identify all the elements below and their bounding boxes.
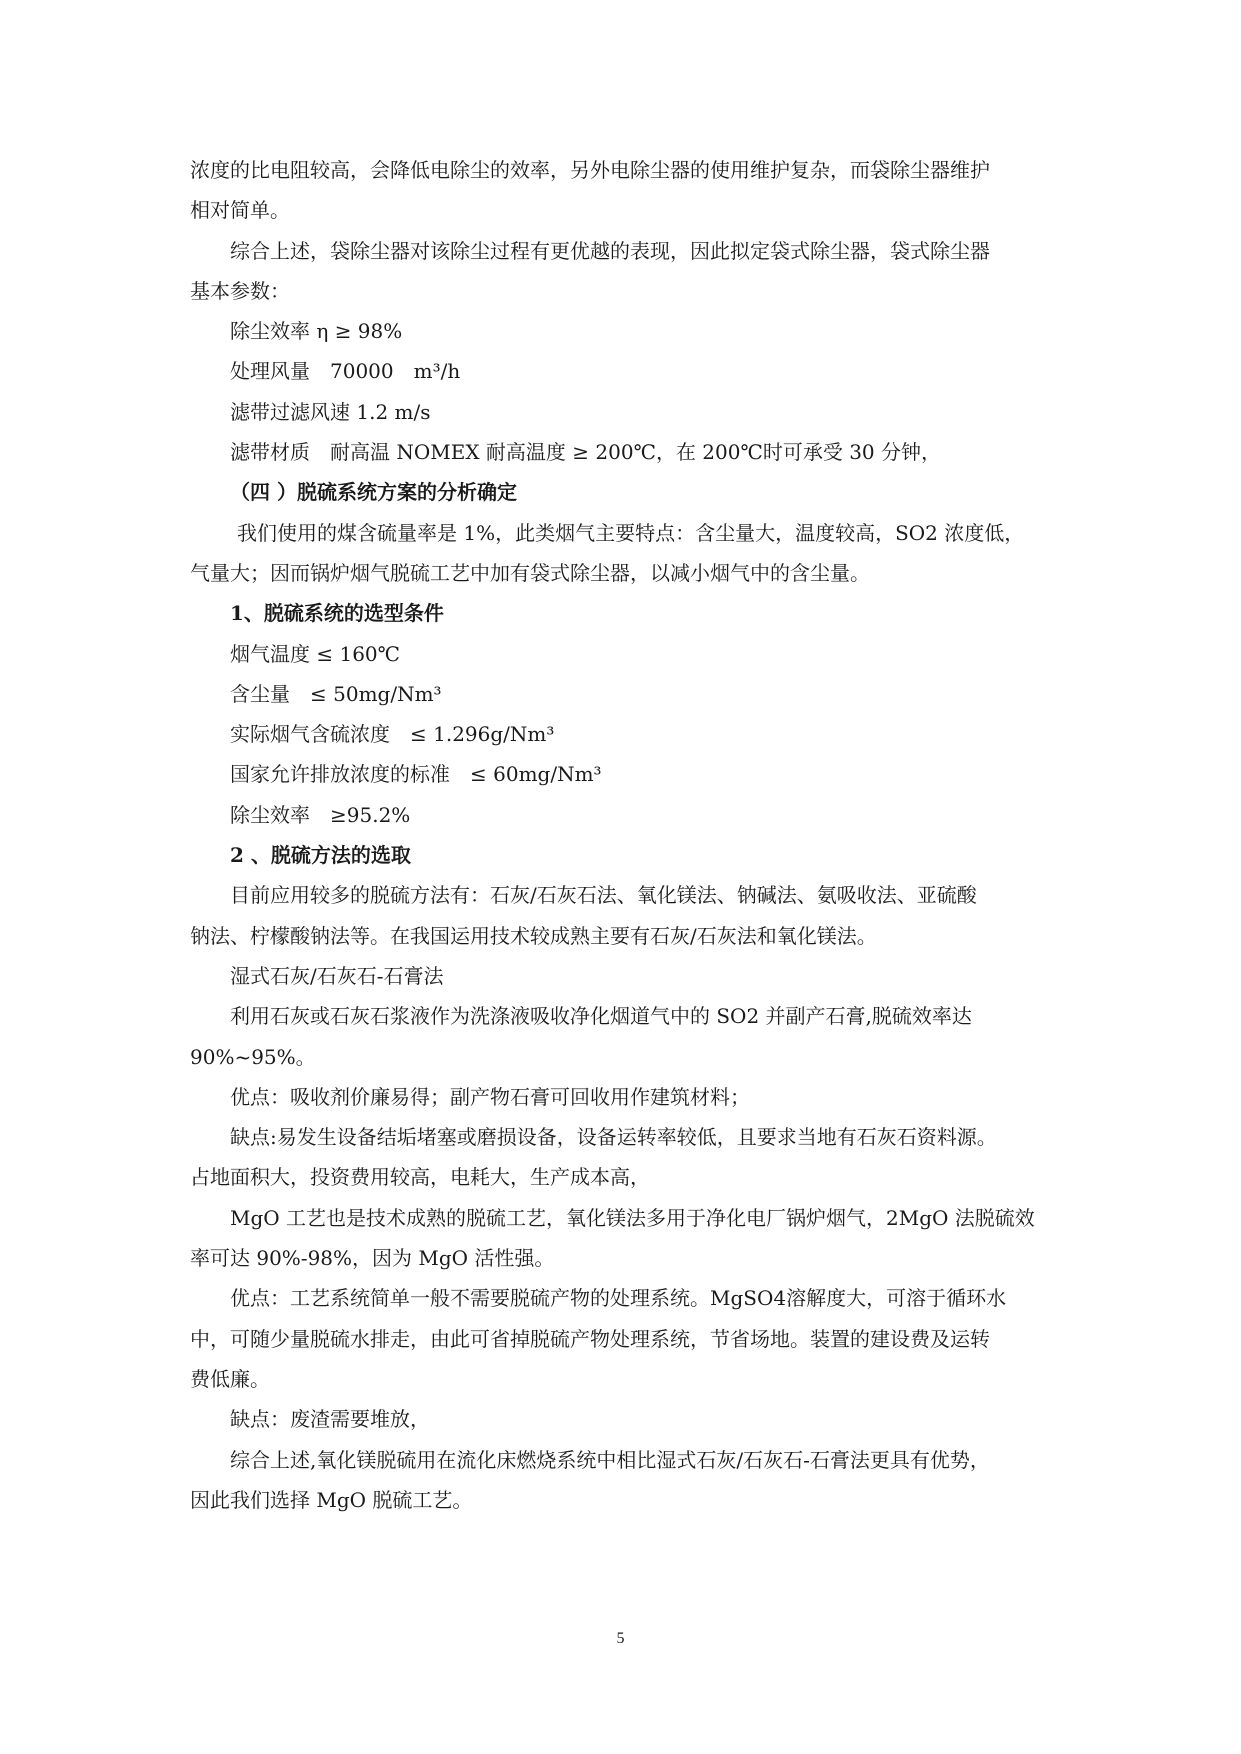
subsection-heading: 2 、脱硫方法的选取: [230, 843, 411, 868]
paragraph-line: 占地面积大，投资费用较高，电耗大，生产成本高，: [190, 1165, 650, 1190]
parameter-line: 实际烟气含硫浓度 ≤ 1.296g/Nm³: [230, 722, 555, 747]
paragraph-line: 综合上述,氧化镁脱硫用在流化床燃烧系统中相比湿式石灰/石灰石-石膏法更具有优势，: [230, 1447, 990, 1472]
parameter-line: 滤带材质 耐高温 NOMEX 耐高温度 ≥ 200℃，在 200℃时可承受 30 分钟，: [230, 440, 942, 465]
paragraph-line: 钠法、柠檬酸钠法等。在我国运用技术较成熟主要有石灰/石灰法和氧化镁法。: [190, 923, 877, 948]
paragraph-line: 优点：吸收剂价廉易得；副产物石膏可回收用作建筑材料；: [230, 1084, 750, 1109]
paragraph-line: 率可达 90%-98%，因为 MgO 活性强。: [190, 1246, 555, 1271]
paragraph-line: 综合上述，袋除尘器对该除尘过程有更优越的表现，因此拟定袋式除尘器，袋式除尘器: [230, 238, 990, 263]
document-body: [190, 150, 1070, 1520]
paragraph-line: 因此我们选择 MgO 脱硫工艺。: [190, 1487, 473, 1512]
paragraph-line: 基本参数：: [190, 278, 290, 303]
parameter-line: 国家允许排放浓度的标准 ≤ 60mg/Nm³: [230, 762, 602, 787]
subsection-heading: 1、脱硫系统的选型条件: [230, 601, 444, 626]
parameter-line: 滤带过滤风速 1.2 m/s: [230, 399, 431, 424]
paragraph-line: 中，可随少量脱硫水排走，由此可省掉脱硫产物处理系统，节省场地。装置的建设费及运转: [190, 1326, 990, 1351]
paragraph-line: 优点：工艺系统简单一般不需要脱硫产物的处理系统。MgSO4溶解度大，可溶于循环水: [230, 1286, 1007, 1311]
paragraph-line: 利用石灰或石灰石浆液作为洗涤液吸收净化烟道气中的 SO2 并副产石膏,脱硫效率达: [230, 1004, 972, 1029]
section-heading: （四 ）脱硫系统方案的分析确定: [230, 480, 517, 505]
paragraph-line: MgO 工艺也是技术成熟的脱硫工艺，氧化镁法多用于净化电厂锅炉烟气，2MgO 法脱硫效: [230, 1205, 1035, 1230]
paragraph-line: 缺点:易发生设备结垢堵塞或磨损设备，设备运转率较低，且要求当地有石灰石资料源。: [230, 1125, 997, 1150]
paragraph-line: 我们使用的煤含硫量率是 1%，此类烟气主要特点：含尘量大，温度较高，SO2 浓度低，: [237, 520, 1025, 545]
parameter-line: 含尘量 ≤ 50mg/Nm³: [230, 681, 442, 706]
page-number: 5: [616, 1630, 625, 1647]
paragraph-line: 缺点：废渣需要堆放，: [230, 1407, 430, 1432]
paragraph-line: 相对简单。: [190, 198, 290, 223]
paragraph-line: 气量大；因而锅炉烟气脱硫工艺中加有袋式除尘器，以减小烟气中的含尘量。: [190, 560, 870, 585]
parameter-line: 除尘效率 η ≥ 98%: [230, 319, 403, 344]
paragraph-line: 浓度的比电阻较高，会降低电除尘的效率，另外电除尘器的使用维护复杂，而袋除尘器维护: [190, 158, 990, 182]
paragraph-line: 目前应用较多的脱硫方法有：石灰/石灰石法、氧化镁法、钠碱法、氨吸收法、亚硫酸: [230, 883, 977, 908]
parameter-line: 处理风量 70000 m³/h: [230, 359, 461, 384]
paragraph-line: 费低廉。: [190, 1366, 270, 1391]
paragraph-line: 90%~95%。: [190, 1044, 316, 1069]
paragraph-line: 湿式石灰/石灰石-石膏法: [230, 963, 444, 988]
parameter-line: 烟气温度 ≤ 160℃: [230, 641, 401, 666]
parameter-line: 除尘效率 ≥95.2%: [230, 802, 411, 827]
